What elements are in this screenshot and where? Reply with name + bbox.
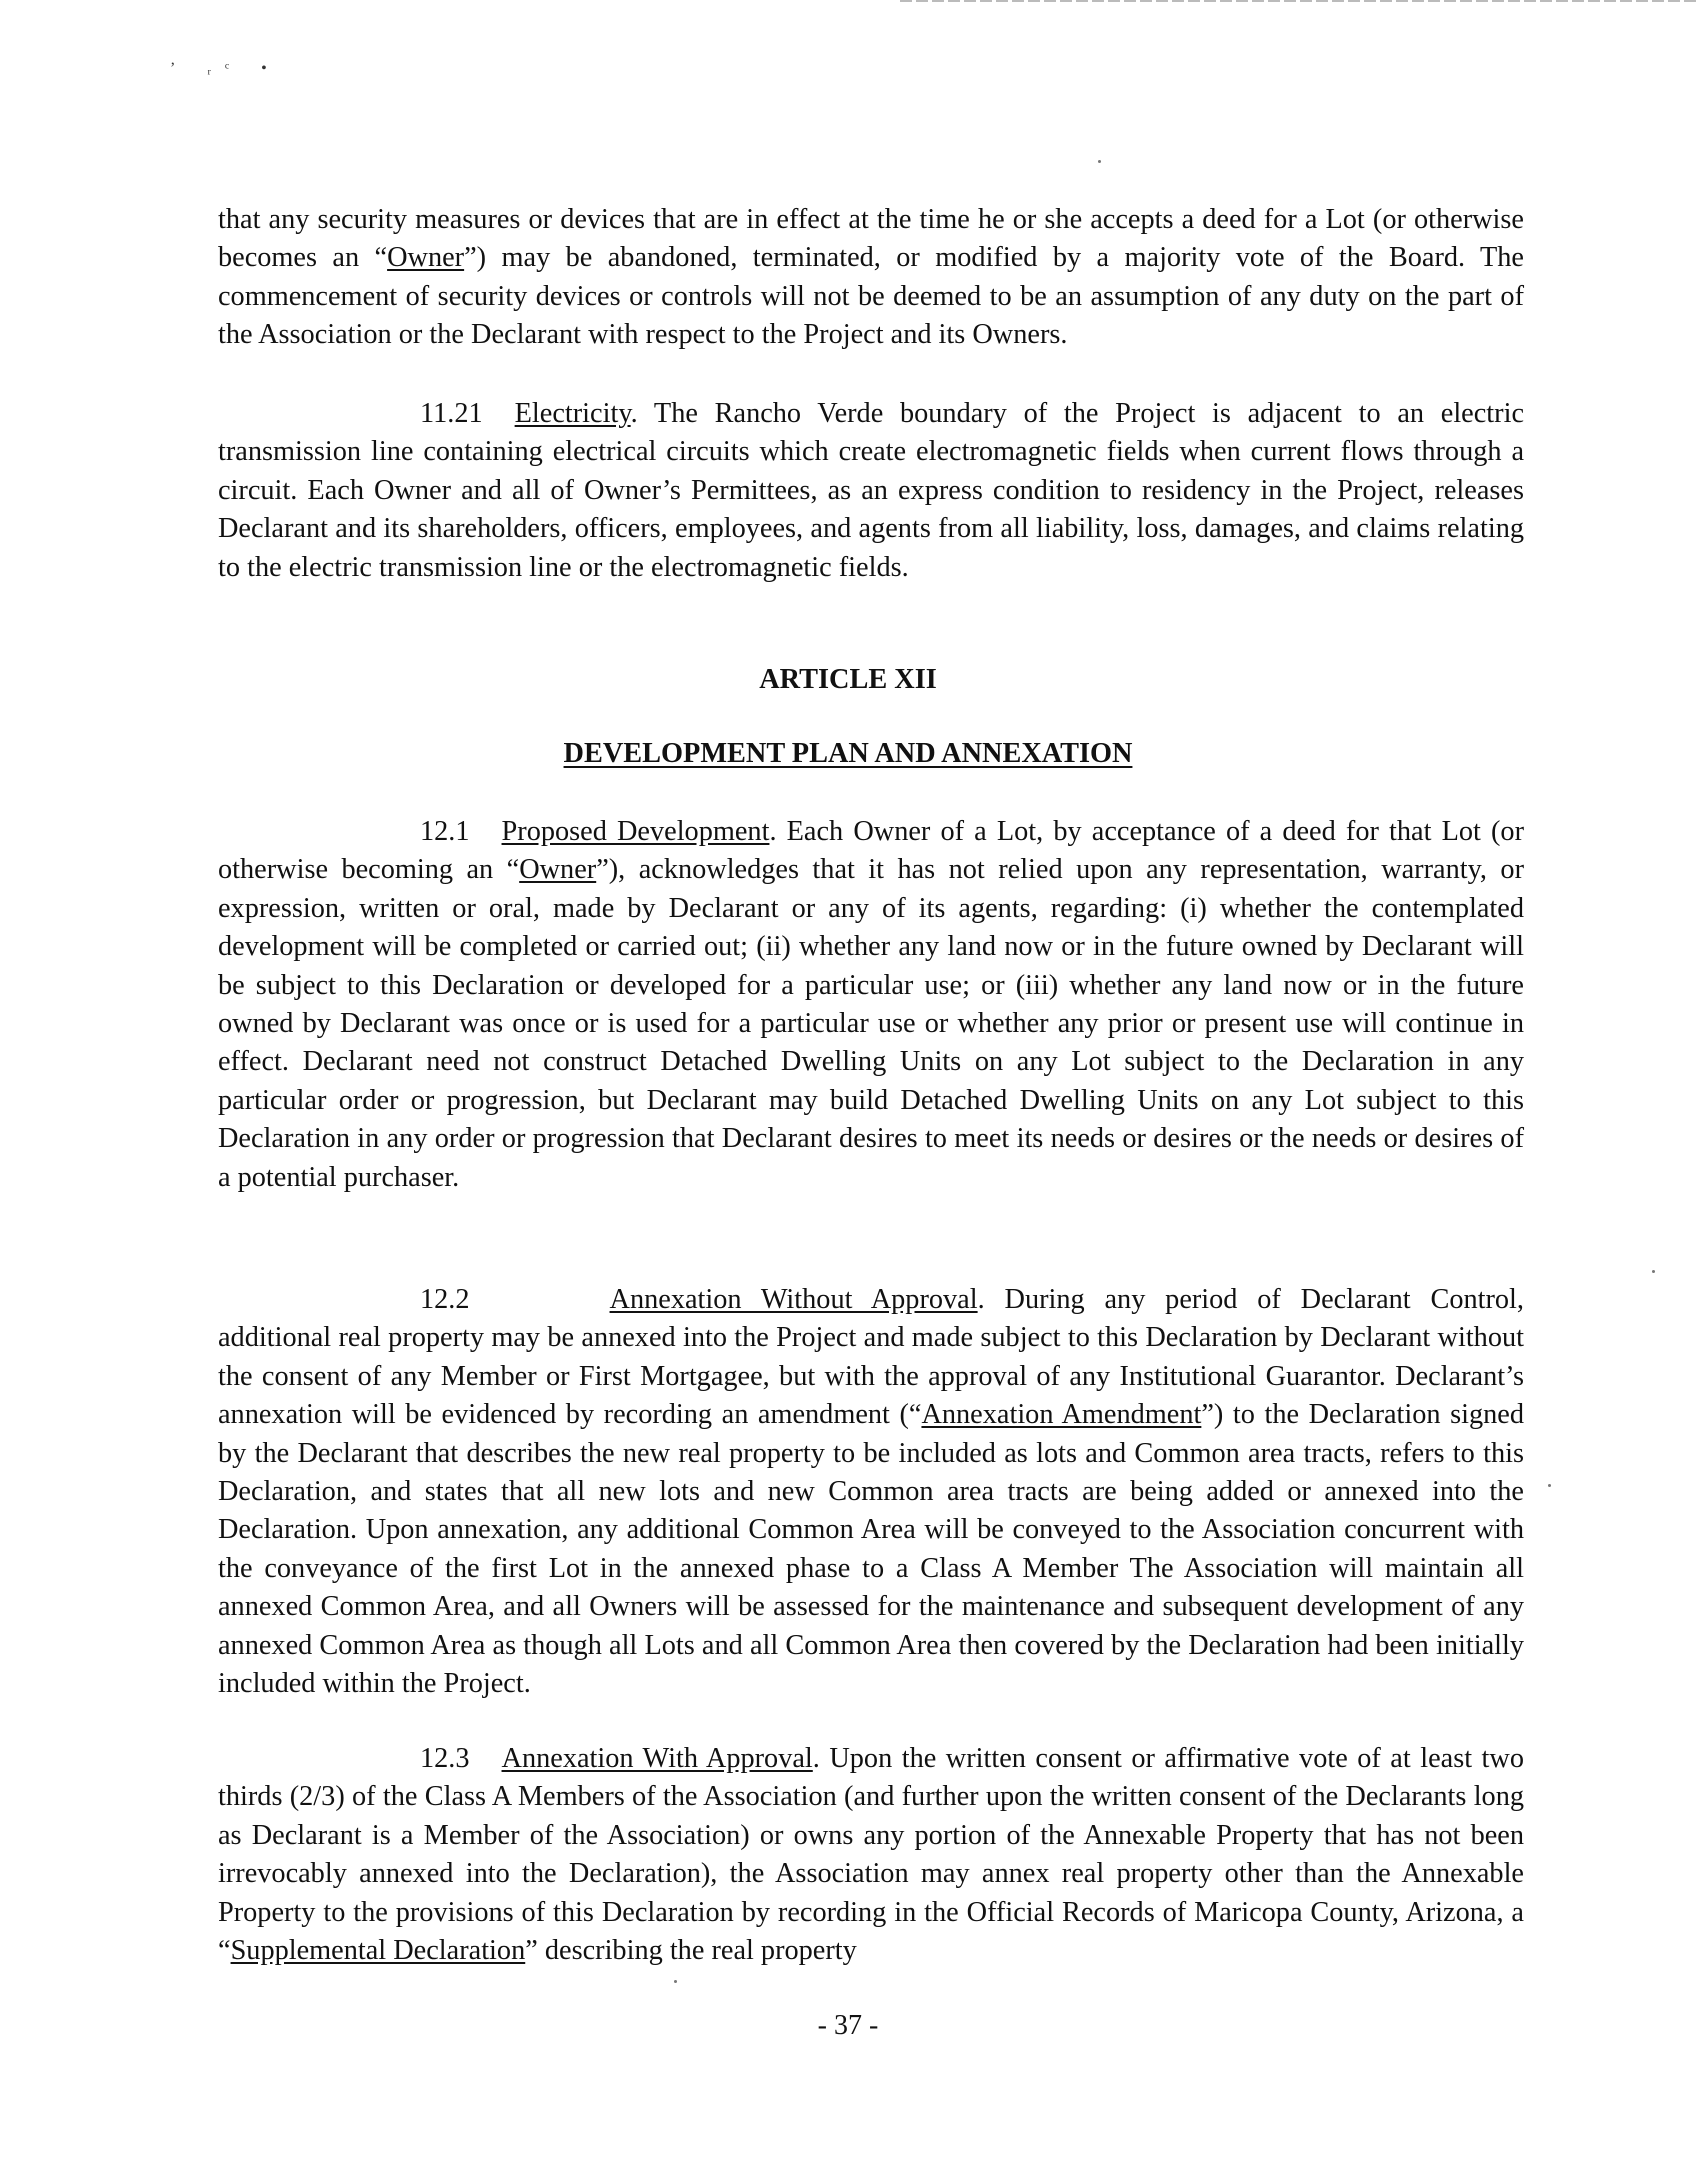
continued-text-a: that any security measures or devices that are in effect at the time he or she accepts a deed for a Lot (or otherwise becomes an “	[218, 204, 1524, 274]
section-number: 11.21	[420, 398, 483, 429]
section-text-b: ”) to the Declaration signed by the Declarant that describes the new real property to be included as lots and Common area tracts, refers to this Declaration, and states that all new lots and new Common area tracts are being added or annexed into the Declaration. Upon annexation, any additional Common Area will be conveyed to the Association concurrent with the conveyance of the first Lot in the annexed phase to a Class A Member The Association will maintain all annexed Common Area, and all Owners will be assessed for the maintenance and subsequent development of any annexed Common Area as though all Lots and all Common Area then covered by the Declaration had been initially included within the Project.	[218, 1399, 1525, 1700]
section-text-a: . Upon the written consent or affirmative vote of at least two thirds (2/3) of the Class A Members of the Association (and further upon the written consent of the Declarants long as Declarant is a Member of the Association) or owns any portion of the Annexable Property that has not been irrevocably annexed into the Declaration), the Association may annex real property other than the Annexable Property to the provisions of this Declaration by recording in the Official Records of Maricopa County, Arizona, a “	[218, 1743, 1524, 1967]
page-number: - 37 -	[817, 2010, 879, 2041]
section-text-b: ”), acknowledges that it has not relied upon any representation, warranty, or expression, written or oral, made by Declarant or any of its agents, regarding: (i) whether the contemplated development will be completed or carried out; (ii) whether any land now or in the future owned by Declarant will be subject to this Declaration or developed for a particular use; or (iii) whether any land now or in the future owned by Declarant was once or is used for a particular use or whether any prior or present use will continue in effect. Declarant need not construct Detached Dwelling Units on any Lot subject to the Declaration in any particular order or progression, but Declarant may build Detached Dwelling Units on any Lot subject to this Declaration in any order or progression that Declarant desires to meet its needs or desires or the needs or desires of a potential purchaser.	[218, 854, 1524, 1193]
defined-term-annexation-amendment: Annexation Amendment	[921, 1399, 1202, 1431]
continued-paragraph	[218, 201, 1524, 355]
section-text-a: . Each Owner of a Lot, by acceptance of a deed for that Lot (or otherwise becoming an “	[218, 816, 1524, 886]
scan-speck	[674, 1980, 677, 1983]
scan-speck	[1652, 1270, 1655, 1273]
scan-top-rule	[900, 0, 1696, 2]
scan-corner-marks: ʼ ᵣᶜ •	[170, 60, 281, 77]
section-12-3	[218, 1740, 1524, 1970]
section-text-a: . During any period of Declarant Control, additional real property may be annexed into the Project and made subject to this Declaration by Declarant without the consent of any Member or First Mortgagee, but with the approval of any Institutional Guarantor. Declarant’s annexation will be evidenced by recording an amendment (“	[218, 1284, 1524, 1431]
section-title: Electricity	[514, 398, 631, 429]
defined-term-owner: Owner	[387, 242, 465, 274]
article-number: ARTICLE XII	[759, 664, 937, 695]
section-11-21	[218, 395, 1524, 587]
section-text-b: ” describing the real property	[525, 1935, 857, 1967]
section-number: 12.1	[420, 816, 470, 847]
section-12-1	[218, 813, 1524, 1197]
section-12-2	[218, 1281, 1524, 1703]
section-title: Annexation Without Approval	[609, 1284, 978, 1315]
section-title: Proposed Development	[501, 816, 770, 847]
section-text: . The Rancho Verde boundary of the Project is adjacent to an electric transmission line containing electrical circuits which create electromagnetic fields when current flows through a circuit. Each Owner and all of Owner’s Permittees, as an express condition to residency in the Project, releases Declarant and its shareholders, officers, employees, and agents from all liability, loss, damages, and claims relating to the electric transmission line or the electromagnetic fields.	[218, 398, 1524, 583]
defined-term-supplemental-declaration: Supplemental Declaration	[230, 1935, 526, 1967]
scan-speck	[1548, 1484, 1551, 1487]
section-number: 12.3	[420, 1743, 470, 1774]
section-number: 12.2	[420, 1284, 470, 1315]
article-title: DEVELOPMENT PLAN AND ANNEXATION	[563, 738, 1133, 769]
scan-speck	[1098, 160, 1101, 163]
continued-text-b: ”) may be abandoned, terminated, or modified by a majority vote of the Board. The commencement of security devices or controls will not be deemed to be an assumption of any duty on the part of the Association or the Declarant with respect to the Project and its Owners.	[218, 242, 1524, 351]
defined-term-owner: Owner	[519, 854, 597, 886]
section-title: Annexation With Approval	[501, 1743, 813, 1774]
